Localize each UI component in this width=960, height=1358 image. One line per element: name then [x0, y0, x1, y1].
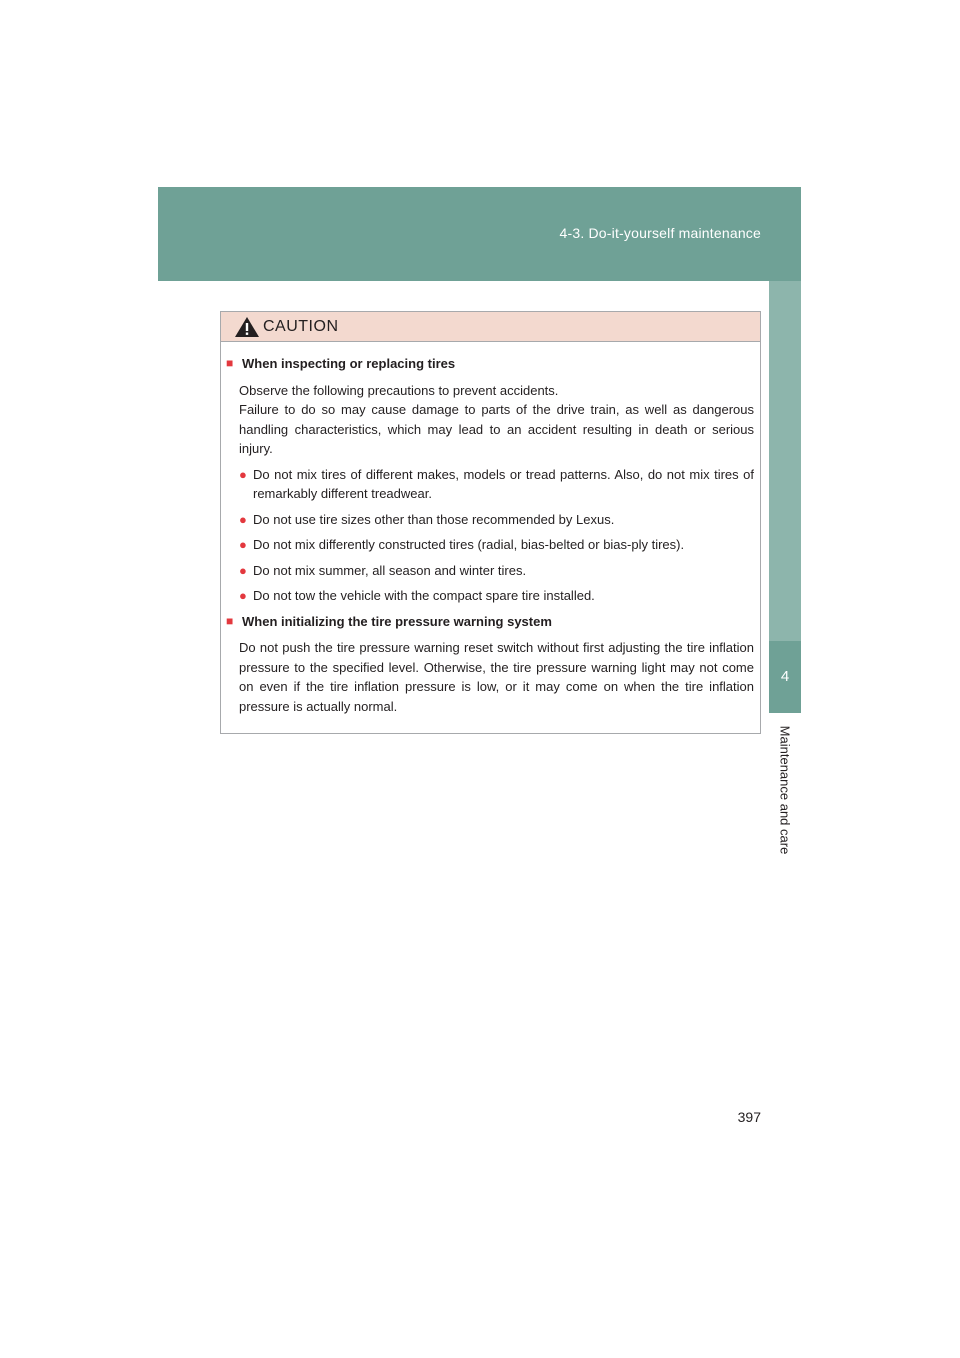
paragraph-line: Failure to do so may cause damage to parts of the drive train, as well as dangerous handling characteristics, which may lead to an accident resulting in death or serious injury.: [239, 402, 754, 456]
paragraph-line: Observe the following precautions to prevent accidents.: [239, 382, 559, 398]
section-title: 4-3. Do-it-yourself maintenance: [559, 225, 761, 241]
bullet-dot-icon: ●: [239, 588, 247, 603]
section-heading: [226, 354, 754, 374]
list-item-text: Do not mix tires of different makes, models or tread patterns. Also, do not mix tires of remarkably different treadwear.: [253, 466, 754, 501]
list-item: [239, 535, 754, 555]
bullet-dot-icon: ●: [239, 562, 247, 578]
section-heading: [226, 612, 754, 632]
caution-title: CAUTION: [263, 317, 339, 335]
bullet-dot-icon: ●: [239, 511, 247, 527]
bullet-dot-icon: ●: [239, 537, 247, 552]
section-heading-text: When inspecting or replacing tires: [242, 356, 456, 371]
list-item: [239, 586, 754, 606]
page-number: 397: [737, 1109, 761, 1125]
section-heading-text: When initializing the tire pressure warning system: [242, 613, 552, 629]
paragraph: [239, 381, 754, 459]
paragraph-line: Do not push the tire pressure warning reset switch without first adjusting the tire inflation pressure to the specified level. Otherwise, the tire pressure warning light may not come on even if the tire inflation pressure is low, or it may come on when the tire inflation pressure is actually normal.: [239, 640, 754, 714]
caution-header: [221, 312, 760, 342]
list-item-text: Do not tow the vehicle with the compact spare tire installed.: [253, 588, 595, 603]
list-item: [239, 510, 754, 530]
caution-body: [221, 342, 760, 716]
header-band: [158, 187, 801, 281]
list-item-text: Do not mix differently constructed tires (radial, bias-belted or bias-ply tires).: [253, 537, 685, 552]
square-bullet-icon: ■: [226, 356, 234, 370]
bullet-dot-icon: ●: [239, 466, 247, 482]
list-item-text: Do not use tire sizes other than those recommended by Lexus.: [253, 511, 615, 527]
chapter-number: 4: [769, 641, 801, 713]
square-bullet-icon: ■: [226, 613, 234, 628]
list-item-text: Do not mix summer, all season and winter tires.: [253, 562, 527, 578]
chapter-label: Maintenance and care: [777, 725, 793, 855]
warning-triangle-icon: [234, 316, 260, 338]
paragraph: [239, 638, 754, 716]
list-item: [239, 465, 754, 504]
caution-box: [220, 311, 761, 734]
list-item: [239, 561, 754, 581]
